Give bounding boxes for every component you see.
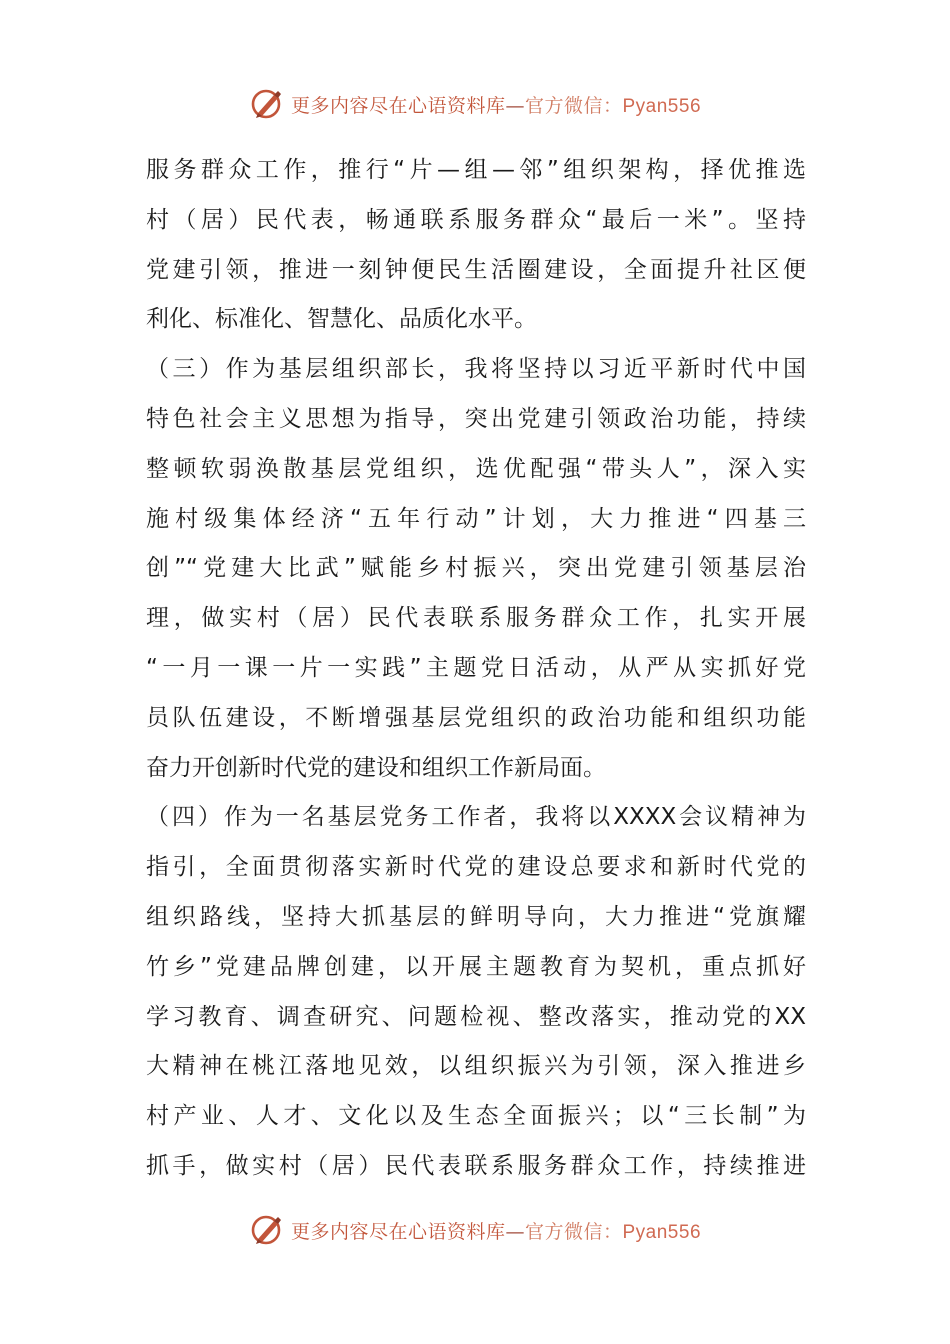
text-line: 党建引领，推进一刻钟便民生活圈建设，全面提升社区便 (146, 256, 806, 283)
text-line: 特色社会主义思想为指导，突出党建引领政治功能，持续 (146, 405, 806, 432)
text-line: （三）作为基层组织部长，我将坚持以习近平新时代中国 (146, 356, 806, 383)
watermark-text: 更多内容尽在心语资料库—官方微信：Pyan556 (290, 94, 702, 117)
text-line: “一月一课一片一实践”主题党日活动，从严从实抓好党 (146, 654, 806, 681)
text-line: 抓手，做实村（居）民代表联系服务群众工作，持续推进 (146, 1152, 806, 1179)
text-line: 利化、标准化、智慧化、品质化水平。 (146, 306, 537, 333)
text-line: 竹乡”党建品牌创建，以开展主题教育为契机，重点抓好 (146, 953, 806, 980)
pen-logo-icon (249, 1212, 285, 1248)
header-watermark (0, 84, 950, 124)
text-line: 学习教育、调查研究、问题检视、整改落实，推动党的XX (146, 1003, 806, 1030)
text-line: 员队伍建设，不断增强基层党组织的政治功能和组织功能 (146, 704, 806, 731)
text-line: （四）作为一名基层党务工作者，我将以XXXX会议精神为 (146, 804, 806, 831)
text-line: 村（居）民代表，畅通联系服务群众“最后一米”。坚持 (146, 206, 806, 233)
text-line: 组织路线，坚持大抓基层的鲜明导向，大力推进“党旗耀 (146, 903, 806, 930)
body-text (146, 146, 806, 1192)
text-line: 创”“党建大比武”赋能乡村振兴，突出党建引领基层治 (146, 555, 806, 582)
text-line: 指引，全面贯彻落实新时代党的建设总要求和新时代党的 (146, 854, 806, 881)
footer-watermark (0, 1210, 950, 1250)
watermark-text: 更多内容尽在心语资料库—官方微信：Pyan556 (290, 1220, 702, 1243)
text-line: 服务群众工作，推行“片—组—邻”组织架构，择优推选 (146, 157, 806, 183)
text-line: 奋力开创新时代党的建设和组织工作新局面。 (146, 754, 606, 781)
text-line: 整顿软弱涣散基层党组织，选优配强“带头人”，深入实 (146, 455, 806, 482)
pen-logo-icon (249, 86, 285, 122)
text-line: 村产业、人才、文化以及生态全面振兴；以“三长制”为 (146, 1103, 806, 1130)
text-line: 大精神在桃江落地见效，以组织振兴为引领，深入推进乡 (146, 1053, 806, 1080)
text-line: 理，做实村（居）民代表联系服务群众工作，扎实开展 (146, 605, 806, 632)
text-line: 施村级集体经济“五年行动”计划，大力推进“四基三 (146, 505, 806, 532)
